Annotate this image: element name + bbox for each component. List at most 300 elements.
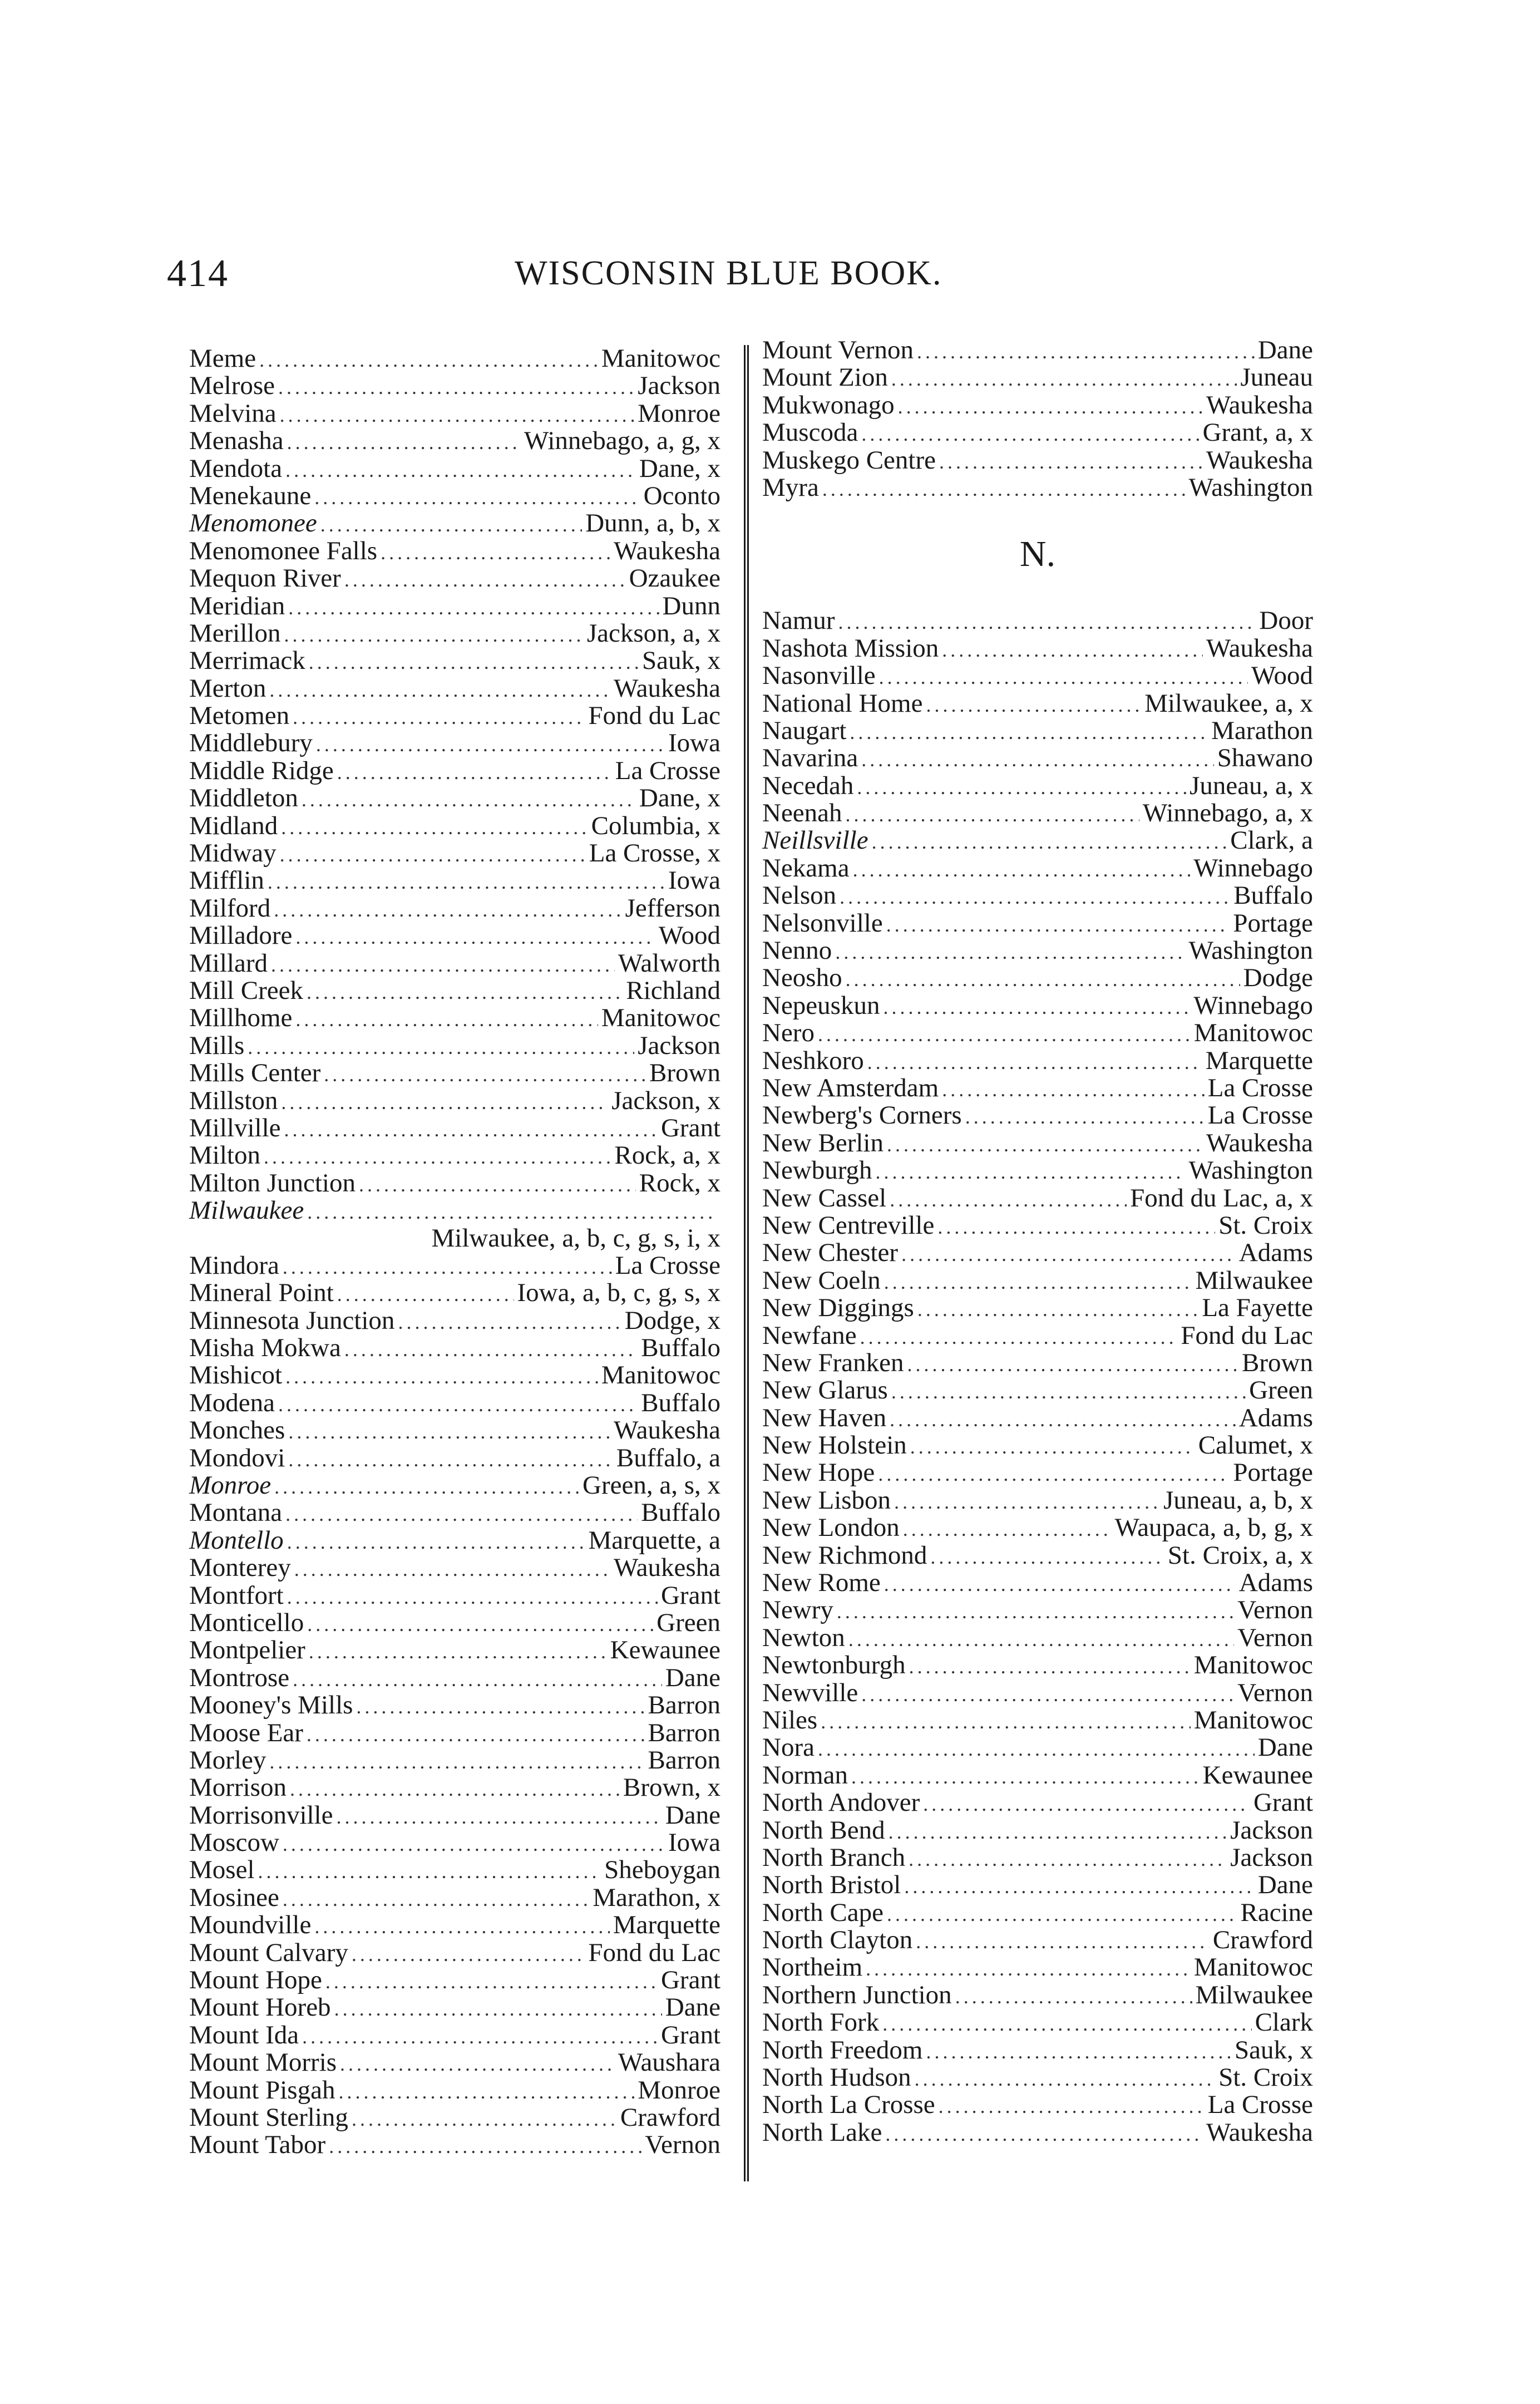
county-designation: Waukesha xyxy=(614,536,720,565)
gazetteer-entry xyxy=(762,1542,1313,1569)
place-name: Necedah xyxy=(762,771,854,800)
leader-dots xyxy=(285,1501,638,1528)
place-name: Mount Sterling xyxy=(189,2103,348,2132)
place-name: North Andover xyxy=(762,1788,920,1817)
place-name: Morley xyxy=(189,1745,266,1775)
county-designation: Manitowoc xyxy=(1193,1953,1313,1982)
leader-dots xyxy=(268,869,665,896)
county-designation: Iowa xyxy=(668,866,720,895)
leader-dots xyxy=(281,1089,608,1116)
right-column-n-entries xyxy=(762,607,1313,2146)
county-designation: Winnebago, a, g, x xyxy=(524,426,720,456)
gazetteer-entry xyxy=(189,1554,720,1582)
county-designation: Waukesha xyxy=(1206,1128,1313,1157)
gazetteer-entry xyxy=(762,964,1313,992)
gazetteer-entry xyxy=(189,1362,720,1389)
place-name: Neenah xyxy=(762,799,842,828)
county-designation: Buffalo xyxy=(1233,881,1313,910)
county-designation: Vernon xyxy=(645,2130,720,2160)
county-designation: Washington xyxy=(1188,1156,1313,1185)
place-name: Midway xyxy=(189,839,277,868)
place-name: Mount Zion xyxy=(762,363,888,392)
leader-dots xyxy=(835,939,1185,966)
county-designation: Oconto xyxy=(643,481,720,510)
leader-dots xyxy=(287,429,521,456)
county-designation: Dane xyxy=(1257,1733,1313,1762)
leader-dots xyxy=(937,1214,1215,1241)
place-name: Newberg's Corners xyxy=(762,1101,962,1130)
county-designation: La Crosse xyxy=(615,1250,720,1280)
leader-dots xyxy=(338,2078,634,2106)
gazetteer-entry xyxy=(189,977,720,1004)
place-name: New Hope xyxy=(762,1458,875,1487)
place-name: Misha Mokwa xyxy=(189,1333,341,1363)
place-name: National Home xyxy=(762,688,923,718)
gazetteer-entry xyxy=(762,1899,1313,1927)
gazetteer-entry xyxy=(762,1487,1313,1514)
county-designation: Adams xyxy=(1238,1238,1313,1268)
leader-dots xyxy=(307,1611,653,1638)
leader-dots xyxy=(285,1363,598,1391)
leader-dots xyxy=(926,692,1141,719)
leader-dots xyxy=(867,1049,1202,1076)
county-designation: Sheboygan xyxy=(604,1855,720,1885)
gazetteer-entry xyxy=(189,757,720,785)
gazetteer-entry xyxy=(762,1707,1313,1734)
leader-dots xyxy=(890,1406,1236,1433)
column-divider xyxy=(744,345,749,2181)
right-column xyxy=(762,337,1313,2146)
leader-dots xyxy=(280,841,586,869)
gazetteer-entry xyxy=(189,538,720,565)
county-designation: Manitowoc xyxy=(601,1003,720,1033)
county-designation: Adams xyxy=(1238,1568,1313,1598)
county-designation: Waukesha xyxy=(1206,2117,1313,2147)
leader-dots xyxy=(917,338,1255,366)
county-designation: Fond du Lac xyxy=(1181,1321,1313,1350)
gazetteer-entry xyxy=(762,392,1313,419)
gazetteer-entry xyxy=(189,1884,720,1912)
place-name: Mills xyxy=(189,1031,245,1060)
place-name: Morrisonville xyxy=(189,1800,333,1830)
leader-dots xyxy=(280,402,635,429)
place-name: Mount Calvary xyxy=(189,1938,348,1967)
county-designation: Marquette xyxy=(613,1910,720,1940)
county-designation: Jackson xyxy=(638,1031,720,1060)
gazetteer-entry xyxy=(189,1197,720,1224)
leader-dots xyxy=(295,1006,598,1033)
county-designation: Buffalo xyxy=(641,1498,720,1528)
gazetteer-entry xyxy=(189,1692,720,1719)
gazetteer-entry xyxy=(189,1225,720,1252)
gazetteer-entry xyxy=(762,2091,1313,2119)
leader-dots xyxy=(287,1529,585,1556)
gazetteer-entry xyxy=(762,635,1313,662)
gazetteer-entry xyxy=(189,620,720,647)
county-designation: Racine xyxy=(1240,1898,1313,1927)
leader-dots xyxy=(853,856,1191,884)
county-designation: Monroe xyxy=(638,2075,720,2105)
place-name: Neosho xyxy=(762,963,842,993)
gazetteer-entry xyxy=(762,1185,1313,1212)
gazetteer-entry xyxy=(189,1994,720,2021)
county-designation: La Crosse xyxy=(1207,1073,1313,1102)
place-name: Muskego Centre xyxy=(762,445,936,475)
running-title: WISCONSIN BLUE BOOK. xyxy=(515,254,942,292)
gazetteer-entry xyxy=(189,1856,720,1884)
place-name: Nora xyxy=(762,1733,815,1762)
leader-dots xyxy=(818,1021,1191,1048)
section-letter-n: N. xyxy=(1019,534,1056,575)
gazetteer-entry xyxy=(762,1432,1313,1459)
gazetteer-entry xyxy=(189,1445,720,1472)
place-name: Mount Pisgah xyxy=(189,2075,335,2105)
leader-dots xyxy=(264,1144,611,1171)
leader-dots xyxy=(287,1584,658,1611)
leader-dots xyxy=(259,347,598,374)
county-designation: Calumet, x xyxy=(1198,1431,1313,1460)
leader-dots xyxy=(851,1763,1200,1791)
gazetteer-entry xyxy=(762,1239,1313,1267)
place-name: Merillon xyxy=(189,618,281,648)
gazetteer-entry xyxy=(189,1664,720,1692)
gazetteer-entry xyxy=(762,1762,1313,1789)
county-designation: Waukesha xyxy=(614,1553,720,1583)
leader-dots xyxy=(887,1131,1203,1159)
gazetteer-entry xyxy=(189,1582,720,1609)
leader-dots xyxy=(340,2051,615,2078)
place-name: Midland xyxy=(189,811,278,840)
leader-dots xyxy=(314,484,640,511)
gazetteer-entry xyxy=(762,1130,1313,1157)
place-name: Newville xyxy=(762,1678,858,1707)
gazetteer-entry xyxy=(189,2131,720,2159)
leader-dots xyxy=(288,594,659,622)
gazetteer-entry xyxy=(762,992,1313,1019)
county-designation: Waukesha xyxy=(614,1416,720,1445)
place-name: Mishicot xyxy=(189,1361,283,1390)
gazetteer-entry xyxy=(189,1720,720,1747)
gazetteer-entry xyxy=(189,1967,720,1994)
gazetteer-entry xyxy=(762,910,1313,937)
leader-dots xyxy=(901,1241,1236,1268)
leader-dots xyxy=(894,1489,1160,1516)
county-designation: Fond du Lac xyxy=(588,701,720,731)
place-name: Moscow xyxy=(189,1828,279,1858)
county-designation: Richland xyxy=(626,976,720,1005)
gazetteer-entry xyxy=(189,1252,720,1279)
leader-dots xyxy=(290,1776,620,1803)
county-designation: Dodge, x xyxy=(624,1306,720,1335)
county-designation: Juneau, a, b, x xyxy=(1163,1485,1313,1515)
leader-dots xyxy=(359,1171,636,1199)
leader-dots xyxy=(285,457,636,484)
place-name: North Fork xyxy=(762,2008,880,2037)
place-name: North Bend xyxy=(762,1815,885,1845)
place-name: Monterey xyxy=(189,1553,291,1583)
county-designation: Waukesha xyxy=(1206,390,1313,420)
county-designation: St. Croix xyxy=(1218,1210,1313,1240)
place-name: Milford xyxy=(189,893,271,923)
county-designation: La Fayette xyxy=(1202,1293,1313,1323)
gazetteer-entry xyxy=(189,702,720,730)
place-name: Myra xyxy=(762,472,819,502)
place-name: Mineral Point xyxy=(189,1278,334,1308)
place-name: Milton xyxy=(189,1141,260,1170)
leader-dots xyxy=(269,677,610,704)
county-designation: Portage xyxy=(1233,908,1313,938)
gazetteer-entry xyxy=(762,855,1313,882)
leader-dots xyxy=(324,1061,646,1088)
county-designation: Milwaukee xyxy=(1195,1265,1313,1295)
county-designation: Clark xyxy=(1255,2008,1313,2037)
gazetteer-entry xyxy=(762,447,1313,474)
leader-dots xyxy=(837,1598,1234,1625)
place-name: Mill Creek xyxy=(189,976,303,1005)
leader-dots xyxy=(307,1199,717,1226)
gazetteer-entry xyxy=(189,2049,720,2076)
place-name: Mosel xyxy=(189,1855,255,1885)
leader-dots xyxy=(344,1336,638,1363)
leader-dots xyxy=(942,1076,1205,1104)
leader-dots xyxy=(910,1433,1195,1461)
county-designation: Grant xyxy=(660,1113,720,1142)
place-name: Morrison xyxy=(189,1773,287,1802)
leader-dots xyxy=(288,1446,613,1474)
gazetteer-entry xyxy=(762,2119,1313,2146)
county-designation: Grant xyxy=(1253,1788,1313,1817)
county-designation: Wood xyxy=(658,921,720,950)
leader-dots xyxy=(329,2133,641,2160)
leader-dots xyxy=(356,1693,644,1721)
county-designation: Manitowoc xyxy=(1193,1651,1313,1680)
county-designation: Grant xyxy=(660,1580,720,1610)
leader-dots xyxy=(337,759,612,786)
gazetteer-entry xyxy=(762,1405,1313,1432)
county-designation: Ozaukee xyxy=(629,564,720,593)
leader-dots xyxy=(884,1269,1192,1296)
leader-dots xyxy=(838,609,1256,636)
gazetteer-entry xyxy=(189,1472,720,1499)
place-name: Meridian xyxy=(189,591,285,620)
place-name: Montana xyxy=(189,1498,283,1528)
leader-dots xyxy=(846,801,1139,829)
leader-dots xyxy=(878,1461,1230,1488)
place-name: Menomonee xyxy=(189,509,317,538)
gazetteer-entry xyxy=(762,745,1313,772)
gazetteer-entry xyxy=(762,607,1313,634)
leader-dots xyxy=(352,2106,617,2133)
place-name: New Glarus xyxy=(762,1376,888,1405)
gazetteer-entry xyxy=(189,1527,720,1554)
leader-dots xyxy=(889,1819,1227,1846)
county-designation: Shawano xyxy=(1217,743,1313,773)
leader-dots xyxy=(882,2011,1251,2038)
leader-dots xyxy=(965,1104,1205,1131)
gazetteer-entry xyxy=(189,1307,720,1334)
county-designation: Walworth xyxy=(618,948,720,978)
gazetteer-entry xyxy=(762,1982,1313,2009)
gazetteer-entry xyxy=(189,1499,720,1526)
place-name: Milladore xyxy=(189,921,293,950)
leader-dots xyxy=(307,979,623,1006)
county-designation: Grant, a, x xyxy=(1202,418,1313,447)
gazetteer-entry xyxy=(762,364,1313,391)
leader-dots xyxy=(302,2023,658,2051)
place-name: Namur xyxy=(762,606,835,636)
leader-dots xyxy=(821,1708,1191,1736)
leader-dots xyxy=(846,966,1240,993)
leader-dots xyxy=(302,786,636,814)
place-name: Montello xyxy=(189,1525,284,1555)
leader-dots xyxy=(320,511,583,539)
gazetteer-entry xyxy=(762,1817,1313,1844)
place-name: Melrose xyxy=(189,371,275,401)
gazetteer-entry xyxy=(189,647,720,674)
place-name: Middleton xyxy=(189,784,298,813)
place-name: Mequon River xyxy=(189,564,341,593)
county-designation: Rock, x xyxy=(639,1168,720,1198)
place-name: North Hudson xyxy=(762,2063,911,2092)
gazetteer-entry xyxy=(189,372,720,400)
county-designation: Manitowoc xyxy=(601,344,720,373)
gazetteer-entry xyxy=(189,593,720,620)
county-designation: Barron xyxy=(648,1691,720,1720)
place-name: Middlebury xyxy=(189,728,313,758)
county-designation: Portage xyxy=(1233,1458,1313,1487)
county-designation: Dane xyxy=(1257,1870,1313,1900)
county-designation: Washington xyxy=(1188,472,1313,502)
leader-dots xyxy=(883,994,1190,1021)
county-designation: Grant xyxy=(660,1965,720,1995)
gazetteer-entry xyxy=(762,1734,1313,1761)
county-designation: Winnebago xyxy=(1193,991,1313,1020)
place-name: Moundville xyxy=(189,1910,312,1940)
place-name: Mukwonago xyxy=(762,390,895,420)
county-designation: Dodge xyxy=(1243,963,1313,993)
leader-dots xyxy=(293,1666,662,1693)
gazetteer-entry xyxy=(762,717,1313,745)
county-designation: La Crosse xyxy=(1207,1101,1313,1130)
county-designation: Jackson xyxy=(638,371,720,401)
county-designation: Iowa, a, b, c, g, s, x xyxy=(517,1278,720,1308)
leader-dots xyxy=(904,1873,1254,1900)
gazetteer-entry xyxy=(762,337,1313,364)
leader-dots xyxy=(942,637,1203,664)
place-name: Nepeuskun xyxy=(762,991,880,1020)
place-name: Millston xyxy=(189,1086,278,1115)
place-name: Muscoda xyxy=(762,418,858,447)
leader-dots xyxy=(879,664,1248,691)
leader-dots xyxy=(898,393,1203,421)
gazetteer-entry xyxy=(189,1279,720,1307)
county-designation: Rock, a, x xyxy=(614,1141,720,1170)
county-designation: La Crosse xyxy=(615,756,720,785)
right-column-m-entries xyxy=(762,337,1313,501)
gazetteer-entry xyxy=(189,1829,720,1856)
gazetteer-entry xyxy=(762,772,1313,800)
gazetteer-entry xyxy=(762,1157,1313,1184)
gazetteer-entry xyxy=(762,662,1313,689)
county-designation: La Crosse xyxy=(1207,2090,1313,2120)
gazetteer-entry xyxy=(762,1844,1313,1871)
place-name: Monticello xyxy=(189,1608,304,1637)
place-name: Mount Morris xyxy=(189,2048,337,2077)
place-name: Newry xyxy=(762,1595,833,1625)
place-name: Montrose xyxy=(189,1663,290,1692)
leader-dots xyxy=(850,719,1208,746)
gazetteer-entry xyxy=(189,1609,720,1637)
county-designation: Milwaukee xyxy=(1195,1980,1313,2009)
place-name: North Cape xyxy=(762,1898,883,1927)
leader-dots xyxy=(314,1913,610,1940)
leader-dots xyxy=(337,1281,514,1308)
place-name: New Diggings xyxy=(762,1293,914,1323)
county-designation: Brown xyxy=(1242,1348,1313,1377)
leader-dots xyxy=(278,1391,638,1418)
gazetteer-entry xyxy=(189,1774,720,1801)
county-designation: Winnebago, a, x xyxy=(1142,799,1313,828)
county-designation: Marathon xyxy=(1211,716,1313,745)
gazetteer-entry xyxy=(189,1802,720,1829)
place-name: Mount Horeb xyxy=(189,1993,331,2022)
place-name: Milton Junction xyxy=(189,1168,356,1198)
left-column xyxy=(189,345,720,2159)
place-name: New Franken xyxy=(762,1348,904,1377)
place-name: New Holstein xyxy=(762,1431,907,1460)
place-name: Nelson xyxy=(762,881,837,910)
place-name: North Lake xyxy=(762,2117,882,2147)
gazetteer-entry xyxy=(189,1032,720,1060)
gazetteer-entry xyxy=(189,510,720,537)
county-designation: Juneau, a, x xyxy=(1189,771,1313,800)
leader-dots xyxy=(278,374,634,401)
place-name: Nelsonville xyxy=(762,908,883,938)
county-designation: Adams xyxy=(1238,1403,1313,1432)
county-designation: Wood xyxy=(1251,661,1313,691)
county-designation: Iowa xyxy=(668,1828,720,1858)
leader-dots xyxy=(294,1556,610,1583)
place-name: Mondovi xyxy=(189,1443,285,1472)
gazetteer-entry xyxy=(762,1652,1313,1679)
county-designation: Grant xyxy=(660,2020,720,2050)
place-name: Millville xyxy=(189,1113,281,1142)
place-name: New Haven xyxy=(762,1403,887,1432)
county-designation: Columbia, x xyxy=(591,811,720,840)
gazetteer-entry xyxy=(762,800,1313,827)
place-name: Nasonville xyxy=(762,661,876,691)
county-designation: Marquette, a xyxy=(588,1525,720,1555)
place-name: Menomonee Falls xyxy=(189,536,378,565)
leader-dots xyxy=(909,1653,1191,1681)
leader-dots xyxy=(283,1886,589,1913)
gazetteer-entry xyxy=(762,1514,1313,1541)
county-designation: Dane xyxy=(1257,336,1313,364)
place-name: Niles xyxy=(762,1705,818,1735)
leader-dots xyxy=(818,1736,1255,1763)
leader-dots xyxy=(939,2093,1205,2120)
leader-dots xyxy=(876,1159,1186,1186)
county-designation: Jackson xyxy=(1230,1843,1313,1872)
place-name: Montfort xyxy=(189,1580,284,1610)
place-name: New Berlin xyxy=(762,1128,883,1157)
county-designation: Buffalo, a xyxy=(616,1443,720,1472)
leader-dots xyxy=(891,1378,1246,1406)
gazetteer-entry xyxy=(189,1637,720,1664)
place-name: Mifflin xyxy=(189,866,264,895)
gazetteer-entry xyxy=(762,882,1313,909)
gazetteer-entry xyxy=(189,1060,720,1087)
